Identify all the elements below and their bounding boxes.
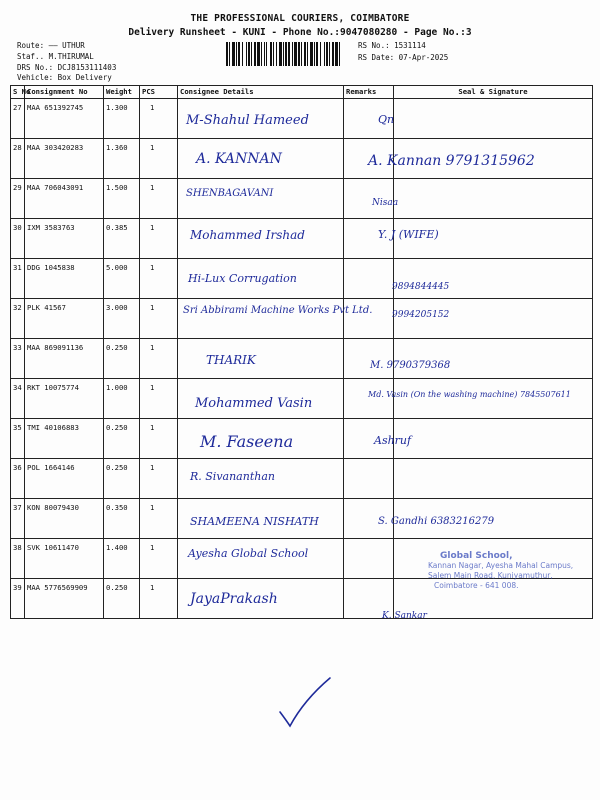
row-consignee-cell	[178, 259, 344, 299]
rs-no-line	[358, 41, 426, 50]
barcode-bar	[285, 42, 287, 66]
rs-date-value: 07-Apr-2025	[398, 53, 449, 62]
col-signature: Seal & Signature	[394, 86, 593, 99]
row-consignment: MAA 706043091	[25, 179, 104, 219]
row-sno: 36	[11, 459, 25, 499]
barcode-bar	[335, 42, 338, 66]
row-signature-cell	[394, 99, 593, 139]
rs-date-label: RS Date:	[358, 53, 395, 62]
row-weight: 0.250	[104, 419, 140, 459]
row-consignment: MAA 5776569909	[25, 579, 104, 619]
barcode-bar	[288, 42, 290, 66]
table-header-row	[11, 86, 593, 99]
rs-no-label: RS No.:	[358, 41, 390, 50]
row-signature-cell	[394, 419, 593, 459]
row-pcs: 1	[140, 99, 178, 139]
consignee-handwriting: THARIK	[206, 353, 256, 367]
row-sno: 27	[11, 99, 25, 139]
table-row	[11, 139, 593, 179]
signature-handwriting: M. 9790379368	[370, 360, 451, 371]
vehicle-line	[17, 73, 112, 82]
barcode-bar	[294, 42, 297, 66]
barcode-bar	[304, 42, 306, 66]
row-sno: 37	[11, 499, 25, 539]
barcode-bar	[242, 42, 243, 66]
table-row	[11, 299, 593, 339]
signature-handwriting: K. Sankar	[382, 611, 427, 621]
row-consignment: DDG 1045838	[25, 259, 104, 299]
consignee-handwriting: Ayesha Global School	[188, 547, 309, 560]
stamp-line: Coimbatore - 641 008.	[434, 581, 519, 590]
consignee-handwriting: SHENBAGAVANI	[186, 188, 274, 199]
table-row	[11, 499, 593, 539]
row-sno: 28	[11, 139, 25, 179]
barcode-bar	[232, 42, 235, 66]
runsheet-subtitle: Delivery Runsheet - KUNI - Phone No.:9047080280 - Page No.:3	[128, 27, 472, 38]
col-consignment: Consignment No	[25, 86, 104, 99]
row-consignment: PLK 41567	[25, 299, 104, 339]
row-consignment: SVK 10611470	[25, 539, 104, 579]
row-sno: 39	[11, 579, 25, 619]
consignee-handwriting: Hi-Lux Corrugation	[188, 272, 297, 285]
barcode-image	[226, 42, 342, 66]
row-pcs: 1	[140, 419, 178, 459]
row-consignee-cell	[178, 499, 344, 539]
row-consignee-cell	[178, 99, 344, 139]
table-row	[11, 259, 593, 299]
drs-value: DCJ8153111403	[57, 63, 117, 72]
row-sno: 32	[11, 299, 25, 339]
col-sno: S No	[11, 86, 25, 99]
barcode-bar	[339, 42, 340, 66]
table-row	[11, 419, 593, 459]
row-pcs: 1	[140, 219, 178, 259]
row-consignment: KON 80079430	[25, 499, 104, 539]
barcode-bar	[270, 42, 272, 66]
row-remarks-cell	[344, 499, 394, 539]
row-pcs: 1	[140, 259, 178, 299]
row-weight: 0.385	[104, 219, 140, 259]
row-consignee-cell	[178, 579, 344, 619]
barcode-bar	[283, 42, 284, 66]
barcode-bar	[310, 42, 313, 66]
row-remarks-cell	[344, 219, 394, 259]
barcode-bar	[251, 42, 252, 66]
row-pcs: 1	[140, 459, 178, 499]
delivery-table	[10, 85, 593, 619]
vehicle-label: Vehicle:	[17, 73, 54, 82]
row-remarks-cell	[344, 539, 394, 579]
barcode-bar	[329, 42, 330, 66]
row-weight: 1.360	[104, 139, 140, 179]
barcode-bar	[307, 42, 308, 66]
company-title: THE PROFESSIONAL COURIERS, COIMBATORE	[190, 13, 410, 24]
barcode-bar	[261, 42, 262, 66]
consignee-handwriting: SHAMEENA NISHATH	[190, 515, 319, 528]
row-weight: 0.250	[104, 339, 140, 379]
barcode-bar	[301, 42, 302, 66]
row-weight: 5.000	[104, 259, 140, 299]
row-pcs: 1	[140, 539, 178, 579]
table-row	[11, 219, 593, 259]
row-signature-cell	[394, 259, 593, 299]
row-consignee-cell	[178, 179, 344, 219]
row-remarks-cell	[344, 459, 394, 499]
row-weight: 0.350	[104, 499, 140, 539]
rs-date-line	[358, 53, 448, 62]
row-sno: 38	[11, 539, 25, 579]
barcode-bar	[298, 42, 300, 66]
barcode-bar	[266, 42, 267, 66]
row-remarks-cell	[344, 339, 394, 379]
row-signature-cell	[394, 499, 593, 539]
row-signature-cell	[394, 299, 593, 339]
row-pcs: 1	[140, 139, 178, 179]
signature-handwriting: A. Kannan 9791315962	[368, 153, 535, 169]
row-signature-cell	[394, 139, 593, 179]
table-row	[11, 379, 593, 419]
barcode-bar	[314, 42, 315, 66]
row-consignment: MAA 869091136	[25, 339, 104, 379]
row-weight: 0.250	[104, 579, 140, 619]
stamp-line: Global School,	[440, 551, 513, 561]
table-row	[11, 99, 593, 139]
signature-handwriting: 9894844445	[392, 282, 450, 292]
row-consignment: POL 1664146	[25, 459, 104, 499]
consignee-handwriting: M-Shahul Hameed	[186, 113, 309, 128]
signature-handwriting: Ashruf	[374, 434, 412, 447]
row-consignee-cell	[178, 419, 344, 459]
row-remarks-cell	[344, 579, 394, 619]
signature-handwriting: S. Gandhi 6383216279	[378, 516, 495, 527]
col-remarks: Remarks	[344, 86, 394, 99]
row-remarks-cell	[344, 299, 394, 339]
row-pcs: 1	[140, 179, 178, 219]
row-signature-cell	[394, 379, 593, 419]
barcode-bar	[279, 42, 282, 66]
row-consignee-cell	[178, 339, 344, 379]
row-consignee-cell	[178, 219, 344, 259]
row-consignee-cell	[178, 459, 344, 499]
barcode-bar	[264, 42, 265, 66]
row-remarks-cell	[344, 99, 394, 139]
staff-value: M.THIRUMAL	[48, 52, 94, 61]
vehicle-value: Box Delivery	[57, 73, 112, 82]
barcode-bar	[248, 42, 250, 66]
row-pcs: 1	[140, 339, 178, 379]
row-weight: 1.500	[104, 179, 140, 219]
rs-no-value: 1531114	[394, 41, 426, 50]
barcode-bar	[273, 42, 274, 66]
row-consignment: IXM 3583763	[25, 219, 104, 259]
row-pcs: 1	[140, 379, 178, 419]
barcode-bar	[316, 42, 318, 66]
barcode-bar	[257, 42, 260, 66]
row-sno: 35	[11, 419, 25, 459]
staff-line	[17, 52, 94, 61]
consignee-handwriting: JayaPrakash	[190, 591, 278, 607]
row-consignment: RKT 10075774	[25, 379, 104, 419]
signature-handwriting: Qn	[378, 113, 395, 126]
row-weight: 0.250	[104, 459, 140, 499]
staff-label: Staf..	[17, 52, 45, 61]
route-line	[17, 41, 85, 50]
barcode-bar	[326, 42, 328, 66]
signature-handwriting: Nisaa	[372, 198, 399, 208]
row-pcs: 1	[140, 499, 178, 539]
row-remarks-cell	[344, 419, 394, 459]
signature-handwriting: 9994205152	[392, 310, 450, 320]
row-weight: 1.300	[104, 99, 140, 139]
col-weight: Weight	[104, 86, 140, 99]
row-consignment: MAA 303420283	[25, 139, 104, 179]
signature-handwriting: Y. J (WIFE)	[378, 228, 439, 241]
col-consignee: Consignee Details	[178, 86, 344, 99]
barcode-bar	[324, 42, 325, 66]
consignee-handwriting: M. Faseena	[200, 432, 294, 451]
row-signature-cell	[394, 459, 593, 499]
row-weight: 3.000	[104, 299, 140, 339]
barcode-bar	[236, 42, 237, 66]
row-pcs: 1	[140, 579, 178, 619]
drs-line	[17, 63, 116, 72]
col-pcs: PCS	[140, 86, 178, 99]
barcode-bar	[226, 42, 228, 66]
row-remarks-cell	[344, 139, 394, 179]
row-sno: 34	[11, 379, 25, 419]
barcode-bar	[320, 42, 321, 66]
stamp-line: Kannan Nagar, Ayesha Mahal Campus,	[428, 561, 574, 570]
row-signature-cell	[394, 219, 593, 259]
row-consignee-cell	[178, 539, 344, 579]
barcode-bar	[246, 42, 247, 66]
barcode-bar	[254, 42, 256, 66]
row-remarks-cell	[344, 179, 394, 219]
row-signature-cell	[394, 179, 593, 219]
barcode-bar	[332, 42, 334, 66]
row-weight: 1.400	[104, 539, 140, 579]
consignee-handwriting: Mohammed Irshad	[190, 228, 305, 242]
row-consignee-cell	[178, 139, 344, 179]
barcode-bar	[292, 42, 293, 66]
barcode-bar	[276, 42, 277, 66]
row-sno: 30	[11, 219, 25, 259]
signature-handwriting: Md. Vasin (On the washing machine) 7845507611	[368, 390, 571, 399]
table-row	[11, 179, 593, 219]
row-consignment: TMI 40106883	[25, 419, 104, 459]
row-consignment: MAA 651392745	[25, 99, 104, 139]
route-value: —— UTHUR	[48, 41, 85, 50]
row-remarks-cell	[344, 379, 394, 419]
row-consignee-cell	[178, 299, 344, 339]
drs-label: DRS No.:	[17, 63, 54, 72]
table-row	[11, 339, 593, 379]
consignee-handwriting: Mohammed Vasin	[195, 396, 313, 411]
row-signature-cell	[394, 339, 593, 379]
barcode-bar	[229, 42, 230, 66]
consignee-handwriting: R. Sivananthan	[190, 470, 275, 483]
row-weight: 1.000	[104, 379, 140, 419]
row-pcs: 1	[140, 299, 178, 339]
stamp-line: Salem Main Road, Kuniyamuthur,	[428, 571, 553, 580]
route-label: Route:	[17, 41, 45, 50]
school-stamp	[400, 551, 573, 591]
row-remarks-cell	[344, 259, 394, 299]
consignee-handwriting: A. KANNAN	[196, 151, 282, 167]
check-mark-icon	[270, 670, 340, 730]
barcode-bar	[238, 42, 240, 66]
row-sno: 33	[11, 339, 25, 379]
table-row	[11, 459, 593, 499]
row-sno: 29	[11, 179, 25, 219]
row-consignee-cell	[178, 379, 344, 419]
row-sno: 31	[11, 259, 25, 299]
consignee-handwriting: Sri Abbirami Machine Works Pvt Ltd.	[183, 305, 373, 316]
